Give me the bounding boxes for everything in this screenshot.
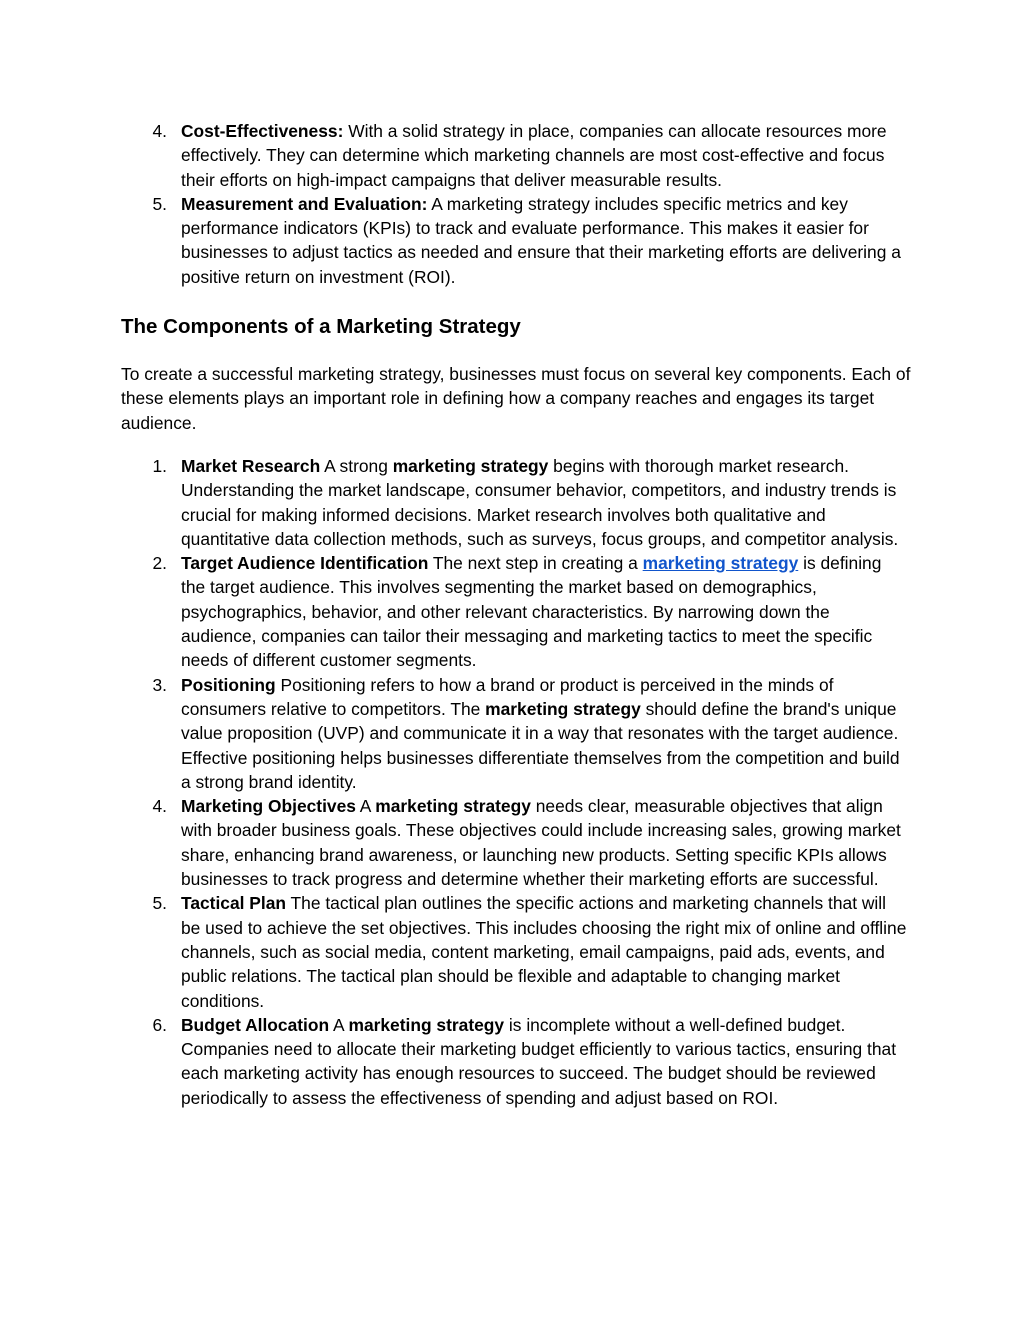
benefits-list (152, 119, 909, 289)
item-text: begins with thorough market research. Understanding the market landscape, consumer behavior, competitors, and industry trends is crucial for making informed decisions. Market research involves both qualitative and quantitative data collection methods, such as surveys, focus groups, and competitor analysis. (181, 456, 899, 549)
keyword: marketing strategy (348, 1014, 505, 1035)
item-title: Cost-Effectiveness: (181, 121, 344, 141)
list-item (152, 673, 909, 794)
list-number: 4 . (149, 794, 167, 818)
item-text: is defining the target audience. This involves segmenting the market based on demographics, psychographics, behavior, and other relevant characteristics. By narrowing down the audience, companies can tailor their messaging and marketing tactics to meet the specific needs of different customer segments. (181, 553, 882, 671)
list-number: 1 . (149, 454, 167, 478)
item-title: Tactical Plan (181, 893, 287, 914)
item-title: Positioning (181, 674, 276, 695)
keyword: marketing strategy (392, 456, 549, 476)
item-text: is incomplete without a well-defined budget. Companies need to allocate their marketing budget efficiently to various tactics, ensuring that each marketing activity has enough resources to succeed. The budget should be reviewed periodically to assess the effectiveness of spending and adjust based on ROI. (181, 1014, 897, 1108)
list-number: 2 . (149, 551, 167, 575)
list-number: 5 . (149, 192, 167, 216)
list-item (152, 192, 909, 289)
item-text: The tactical plan outlines the specific actions and marketing channels that will be used to achieve the set objectives. This includes choosing the right mix of online and offline channels, such as social media, content marketing, email campaigns, paid ads, events, and public relations. The tactical plan should be flexible and adaptable to changing market conditions. (181, 893, 907, 1011)
item-text: With a solid strategy in place, companies can allocate resources more effectively. They can determine which marketing channels are most cost-effective and focus their efforts on high-impact campaigns that deliver measurable results. (181, 121, 887, 190)
item-text: A (355, 796, 376, 817)
list-item (152, 1013, 909, 1110)
intro-paragraph: To create a successful marketing strategy, businesses must focus on several key components. Each of these elements plays an important role in defining how a company reaches and engages its target audience. (121, 364, 911, 433)
list-item (152, 454, 909, 551)
item-text: should define the brand's unique value proposition (UVP) and communicate it in a way that resonates with the target audience. Effective positioning helps businesses differentiate themselves from the competition and build a strong brand identity. (181, 698, 900, 792)
item-text: needs clear, measurable objectives that align with broader business goals. These objectives could include increasing sales, growing market share, enhancing brand awareness, or launching new products. Setting specific KPIs allows businesses to track progress and determine whether their marketing efforts are successful. (181, 796, 901, 890)
list-item (152, 119, 909, 192)
item-title: Budget Allocation (181, 1014, 330, 1035)
list-item (152, 794, 909, 891)
section-heading: The Components of a Marketing Strategy (121, 315, 521, 338)
item-text: A marketing strategy includes specific metrics and key performance indicators (KPIs) to track and evaluate performance. This makes it easier for businesses to adjust tactics as needed and ensure that their marketing efforts are delivering a positive return on investment (ROI). (181, 193, 901, 287)
list-number: 6 . (149, 1013, 167, 1037)
item-title: Market Research (181, 456, 321, 476)
components-list (152, 454, 909, 1110)
item-text: A (329, 1014, 349, 1035)
item-title: Target Audience Identification (181, 553, 429, 574)
marketing-strategy-link[interactable]: marketing strategy (642, 553, 799, 574)
item-text: Positioning refers to how a brand or product is perceived in the minds of consumers relative to competitors. The (181, 674, 834, 719)
item-title: Marketing Objectives (181, 796, 356, 817)
keyword: marketing strategy (375, 796, 531, 817)
list-number: 5 . (149, 891, 167, 915)
item-text: A strong (320, 456, 393, 476)
list-number: 3 . (149, 673, 167, 697)
list-number: 4 . (149, 119, 167, 143)
item-title: Measurement and Evaluation: (181, 193, 428, 214)
list-item (152, 551, 909, 672)
keyword: marketing strategy (485, 698, 641, 719)
list-item (152, 891, 909, 1012)
item-text: The next step in creating a (428, 553, 643, 574)
